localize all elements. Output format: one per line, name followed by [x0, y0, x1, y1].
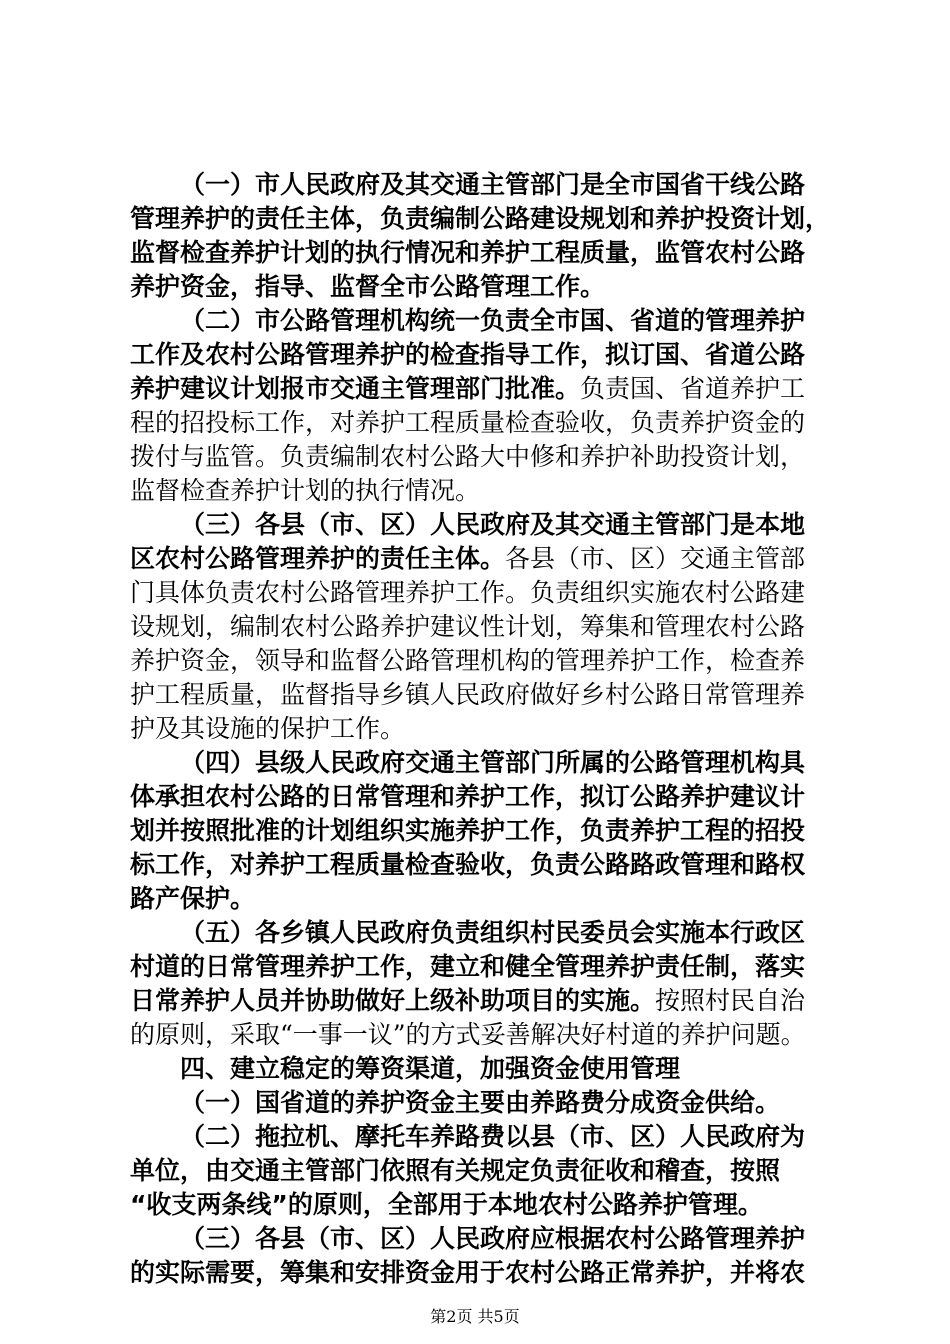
text-segment: 护工程质量，监督指导乡镇人民政府做好乡村公路日常管理养	[130, 680, 806, 709]
text-segment: “收支两条线”的原则，全部用于本地农村公路养护管理。	[130, 1190, 763, 1219]
text-line	[180, 1120, 805, 1154]
text-line	[180, 168, 805, 202]
text-line	[130, 882, 255, 916]
text-line	[180, 304, 805, 338]
text-line	[130, 1188, 763, 1222]
text-segment: 护及其设施的保护工作。	[130, 714, 406, 743]
text-line	[130, 950, 805, 984]
text-segment: （一）国省道的养护资金主要由养路费分成资金供给。	[180, 1088, 781, 1117]
text-line	[130, 712, 405, 746]
text-line	[130, 338, 805, 372]
text-segment: 单位，由交通主管部门依照有关规定负责征收和稽查，按照	[130, 1156, 781, 1185]
text-line	[130, 474, 480, 508]
text-line	[180, 1086, 780, 1120]
text-segment: 养护资金，领导和监督公路管理机构的管理养护工作，检查养	[130, 646, 806, 675]
text-segment: 工作及农村公路管理养护的检查指导工作，拟订国、省道公路	[130, 340, 806, 369]
text-line	[130, 984, 805, 1018]
text-segment: 程的招投标工作，对养护工程质量检查验收，负责养护资金的	[130, 408, 806, 437]
text-segment: （三）各县（市、区）人民政府应根据农村公路管理养护	[180, 1224, 806, 1253]
text-line	[130, 780, 805, 814]
text-segment: 养护资金，指导、监督全市公路管理工作。	[130, 272, 606, 301]
text-segment: 监督检查养护计划的执行情况和养护工程质量，监管农村公路	[130, 238, 806, 267]
text-segment: 养护建议计划报市交通主管理部门批准。	[130, 374, 581, 403]
text-line	[180, 746, 805, 780]
page-footer: 第2页 共5页	[430, 1307, 520, 1326]
text-segment: 四、建立稳定的筹资渠道，加强资金使用管理	[180, 1054, 681, 1083]
text-line	[130, 576, 805, 610]
text-line	[130, 542, 805, 576]
text-segment: （一）市人民政府及其交通主管部门是全市国省干线公路	[180, 170, 806, 199]
text-line	[180, 1052, 680, 1086]
text-segment: 日常养护人员并协助做好上级补助项目的实施。	[130, 986, 656, 1015]
text-line	[180, 1222, 805, 1256]
text-line	[130, 270, 605, 304]
text-line	[130, 236, 805, 270]
text-line	[180, 916, 805, 950]
text-segment: 监督检查养护计划的执行情况。	[130, 476, 481, 505]
text-line	[130, 644, 805, 678]
text-segment: 门具体负责农村公路管理养护工作。负责组织实施农村公路建	[130, 578, 806, 607]
text-segment: 标工作，对养护工程质量检查验收，负责公路路政管理和路权	[130, 850, 806, 879]
text-segment: （二）市公路管理机构统一负责全市国、省道的管理养护	[180, 306, 806, 335]
text-segment: 拨付与监管。负责编制农村公路大中修和养护补助投资计划，	[130, 442, 806, 471]
text-segment: 划并按照批准的计划组织实施养护工作，负责养护工程的招投	[130, 816, 806, 845]
text-segment: 的实际需要，筹集和安排资金用于农村公路正常养护，并将农	[130, 1258, 806, 1287]
text-segment: 负责国、省道养护工	[580, 374, 806, 403]
text-line	[130, 406, 805, 440]
text-segment: 各县（市、区）交通主管部	[505, 544, 806, 573]
text-line	[130, 202, 830, 236]
text-segment: （五）各乡镇人民政府负责组织村民委员会实施本行政区	[180, 918, 806, 947]
text-segment: 村道的日常管理养护工作，建立和健全管理养护责任制，落实	[130, 952, 806, 981]
text-segment: 按照村民自治	[655, 986, 806, 1015]
text-line	[180, 508, 805, 542]
text-line	[130, 1018, 806, 1052]
text-segment: 的原则，采取“一事一议”的方式妥善解决好村道的养护问题。	[130, 1020, 806, 1049]
text-line	[130, 372, 805, 406]
text-line	[130, 678, 805, 712]
text-segment: （三）各县（市、区）人民政府及其交通主管部门是本地	[180, 510, 806, 539]
text-line	[130, 1154, 780, 1188]
text-segment: 设规划，编制农村公路养护建议性计划，筹集和管理农村公路	[130, 612, 806, 641]
text-segment: 体承担农村公路的日常管理和养护工作，拟订公路养护建议计	[130, 782, 806, 811]
text-line	[130, 610, 805, 644]
text-segment: 路产保护。	[130, 884, 256, 913]
text-segment: 管理养护的责任主体，负责编制公路建设规划和养护投资计划，	[130, 204, 831, 233]
text-line	[130, 814, 805, 848]
text-line	[130, 848, 805, 882]
text-segment: （四）县级人民政府交通主管部门所属的公路管理机构具	[180, 748, 806, 777]
text-segment: （二）拖拉机、摩托车养路费以县（市、区）人民政府为	[180, 1122, 806, 1151]
text-line	[130, 1256, 805, 1290]
text-segment: 区农村公路管理养护的责任主体。	[130, 544, 506, 573]
text-line	[130, 440, 805, 474]
